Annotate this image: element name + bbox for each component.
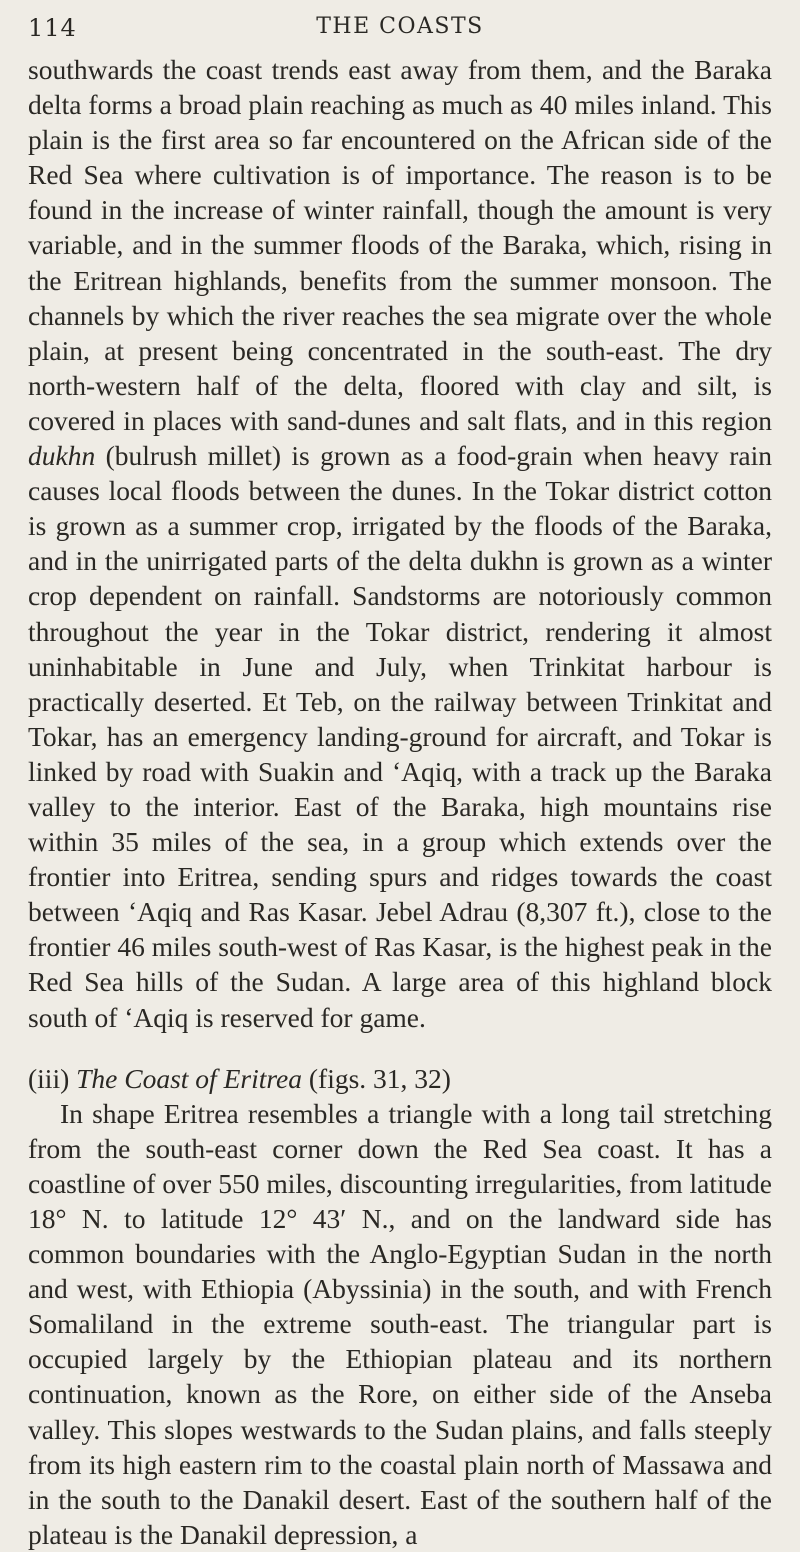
page-number: 114 [28,14,77,42]
paragraph-text-part-1: southwards the coast trends east away from them, and the Baraka delta forms a broad plain reaching as much as 40 miles inland. This plain is the first area so far encountered on the African side of the Red Sea where cultivation is of importance. The reason is to be found in the increase of winter rainfall, though the amount is very variable, and in the summer floods of the Baraka, which, rising in the Eritrean highlands, benefits from the summer monsoon. The channels by which the river reaches the sea migrate over the whole plain, at present being concentrated in the south-east. The dry north-western half of the delta, floored with clay and silt, is covered in places with sand-dunes and salt flats, and in this region [28,54,772,436]
paragraph-eritrea-shape: In shape Eritrea resembles a triangle with a long tail stretching from the south-east corner down the Red Sea coast. It has a coastline of over 550 miles, discounting irregularities, from latitude 18° N. to latitude 12° 43′ N., and on the landward side has common boundaries with the Anglo-Egyptian Sudan in the north and west, with Ethiopia (Abyssinia) in the south, and with French Somaliland in the extreme south-east. The triangular part is occupied largely by the Ethiopian plateau and its northern continuation, known as the Rore, on either side of the Anseba valley. This slopes westwards to the Sudan plains, and falls steeply from its high eastern rim to the coastal plain north of Massawa and in the south to the Danakil desert. East of the southern half of the plateau is the Danakil depression, a [28,1097,772,1550]
running-head [28,14,772,48]
paragraph-text-part-2: (bulrush millet) is grown as a food-grain when heavy rain causes local floods between the dunes. In the Tokar district cotton is grown as a summer crop, irrigated by the floods of the Baraka, and in the unirrigated parts of the delta dukhn is grown as a winter crop dependent on rainfall. Sandstorms are notoriously common throughout the year in the Tokar district, rendering it almost uninhabitable in June and July, when Trinkitat harbour is practically deserted. Et Teb, on the railway between Trinkitat and Tokar, has an emergency landing-ground for aircraft, and Tokar is linked by road with Suakin and ‘Aqiq, with a track up the Baraka valley to the interior. East of the Baraka, high mountains rise within 35 miles of the sea, in a group which extends over the frontier into Eritrea, sending spurs and ridges towards the coast between ‘Aqiq and Ras Kasar. Jebel Adrau (8,307 ft.), close to the frontier 46 miles south-west of Ras Kasar, is the highest peak in the Red Sea hills of the Sudan. A large area of this highland block south of ‘Aqiq is reserved for game. [28,440,772,1033]
italic-term-dukhn: dukhn [28,440,96,472]
section-figure-ref: (figs. 31, 32) [302,1062,451,1094]
paragraph-baraka-delta [28,52,772,1035]
running-title: THE COASTS [316,14,484,39]
section-title: The Coast of Eritrea [76,1062,302,1094]
section-heading-eritrea [28,1061,772,1096]
section-number: (iii) [28,1062,77,1094]
